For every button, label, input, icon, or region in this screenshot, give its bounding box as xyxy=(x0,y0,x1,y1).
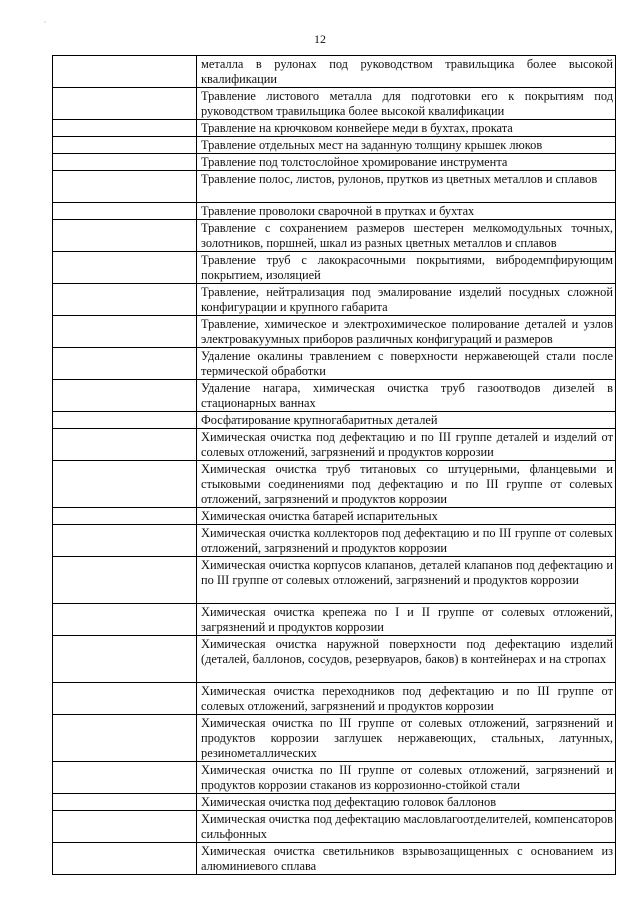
left-cell xyxy=(53,252,197,284)
left-cell xyxy=(53,525,197,557)
table-row xyxy=(53,508,616,525)
left-cell xyxy=(53,171,197,203)
table-row xyxy=(53,412,616,429)
table-row xyxy=(53,220,616,252)
table-row xyxy=(53,380,616,412)
left-cell xyxy=(53,120,197,137)
operation-text: Химическая очистка светильников взрывозащищенных с основанием из алюминиевого сплава xyxy=(201,844,613,873)
table-row xyxy=(53,461,616,508)
table-row xyxy=(53,137,616,154)
table-row xyxy=(53,525,616,557)
operation-text: Удаление окалины травлением с поверхности нержавеющей стали после термической обработки xyxy=(201,349,613,378)
left-cell xyxy=(53,380,197,412)
operation-text: Химическая очистка коллекторов под дефектацию и по III группе от солевых отложений, загрязнений и продуктов коррозии xyxy=(201,526,613,555)
left-cell xyxy=(53,220,197,252)
operation-cell xyxy=(197,508,616,525)
left-cell xyxy=(53,56,197,88)
operations-table xyxy=(52,55,616,875)
operation-cell xyxy=(197,203,616,220)
operation-cell xyxy=(197,88,616,120)
operation-cell xyxy=(197,137,616,154)
table-row xyxy=(53,284,616,316)
operation-cell xyxy=(197,120,616,137)
operation-cell xyxy=(197,557,616,604)
operation-text: Травление отдельных мест на заданную толщину крышек люков xyxy=(201,138,543,152)
left-cell xyxy=(53,154,197,171)
table-row xyxy=(53,171,616,203)
operation-text: Химическая очистка батарей испарительных xyxy=(201,509,438,523)
operation-cell xyxy=(197,843,616,875)
table-row xyxy=(53,794,616,811)
operation-text: Химическая очистка корпусов клапанов, деталей клапанов под дефектацию и по III группе от солевых отложений, загрязнений и продуктов коррозии xyxy=(201,558,613,587)
operation-text: металла в рулонах под руководством травильщика более высокой квалификации xyxy=(201,57,613,86)
operation-text: Химическая очистка по III группе от солевых отложений, загрязнений и продуктов коррозии стаканов из коррозионно-стойкой стали xyxy=(201,763,613,792)
left-cell xyxy=(53,715,197,762)
operation-text: Химическая очистка под дефектацию и по III группе деталей и изделий от солевых отложений, загрязнений и продуктов коррозии xyxy=(201,430,613,459)
left-cell xyxy=(53,508,197,525)
table-row xyxy=(53,316,616,348)
operation-text: Травление полос, листов, рулонов, прутков из цветных металлов и сплавов xyxy=(201,172,598,186)
operation-text: Химическая очистка под дефектацию масловлагоотделителей, компенсаторов сильфонных xyxy=(201,812,613,841)
operation-text: Химическая очистка переходников под дефектацию и по III группе от солевых отложений, загрязнений и продуктов коррозии xyxy=(201,684,613,713)
table-row xyxy=(53,429,616,461)
left-cell xyxy=(53,316,197,348)
corner-mark: · xyxy=(44,20,46,26)
left-cell xyxy=(53,636,197,683)
table-row xyxy=(53,154,616,171)
left-cell xyxy=(53,604,197,636)
operation-cell xyxy=(197,220,616,252)
table-row xyxy=(53,683,616,715)
left-cell xyxy=(53,843,197,875)
left-cell xyxy=(53,203,197,220)
operation-cell xyxy=(197,171,616,203)
operation-text: Травление труб с лакокрасочными покрытиями, вибродемпфирующим покрытием, изоляцией xyxy=(201,253,613,282)
table-row xyxy=(53,348,616,380)
operation-cell xyxy=(197,636,616,683)
operation-cell xyxy=(197,604,616,636)
page-number: 12 xyxy=(314,32,326,46)
operation-cell xyxy=(197,56,616,88)
operation-cell xyxy=(197,794,616,811)
table-row xyxy=(53,120,616,137)
operation-cell xyxy=(197,284,616,316)
operation-cell xyxy=(197,683,616,715)
operation-text: Удаление нагара, химическая очистка труб газоотводов дизелей в стационарных ваннах xyxy=(201,381,613,410)
left-cell xyxy=(53,429,197,461)
operation-text: Химическая очистка наружной поверхности под дефектацию изделий (деталей, баллонов, сосудов, резервуаров, баков) в контейнерах и на стропах xyxy=(201,637,613,666)
table-row xyxy=(53,762,616,794)
operation-text: Травление, нейтрализация под эмалирование изделий посудных сложной конфигурации и крупного габарита xyxy=(201,285,613,314)
operation-cell xyxy=(197,316,616,348)
operation-text: Химическая очистка под дефектацию головок баллонов xyxy=(201,795,497,809)
operation-cell xyxy=(197,348,616,380)
operation-text: Травление листового металла для подготовки его к покрытиям под руководством травильщика более высокой квалификации xyxy=(201,89,613,118)
operation-cell xyxy=(197,252,616,284)
left-cell xyxy=(53,412,197,429)
table-row xyxy=(53,843,616,875)
left-cell xyxy=(53,137,197,154)
operation-cell xyxy=(197,380,616,412)
table-row xyxy=(53,715,616,762)
left-cell xyxy=(53,557,197,604)
table-row xyxy=(53,56,616,88)
operation-text: Травление под толстослойное хромирование инструмента xyxy=(201,155,508,169)
operation-cell xyxy=(197,412,616,429)
left-cell xyxy=(53,348,197,380)
operation-text: Травление, химическое и электрохимическое полирование деталей и узлов электровакуумных приборов различных конфигураций и размеров xyxy=(201,317,613,346)
operation-text: Химическая очистка крепежа по I и II группе от солевых отложений, загрязнений и продуктов коррозии xyxy=(201,605,613,634)
left-cell xyxy=(53,762,197,794)
operation-text: Химическая очистка труб титановых со штуцерными, фланцевыми и стыковыми соединениями под дефектацию и по III группе от солевых отложений, загрязнений и продуктов коррозии xyxy=(201,462,613,506)
table-row xyxy=(53,252,616,284)
operation-text: Травление проволоки сварочной в прутках и бухтах xyxy=(201,204,475,218)
table-row xyxy=(53,636,616,683)
operation-cell xyxy=(197,461,616,508)
left-cell xyxy=(53,461,197,508)
table-row xyxy=(53,811,616,843)
table-row xyxy=(53,557,616,604)
operation-text: Травление с сохранением размеров шестерен мелкомодульных точных, золотников, поршней, шкал из разных цветных металлов и сплавов xyxy=(201,221,613,250)
table-row xyxy=(53,604,616,636)
table-row xyxy=(53,203,616,220)
operation-cell xyxy=(197,715,616,762)
left-cell xyxy=(53,88,197,120)
operation-text: Химическая очистка по III группе от солевых отложений, загрязнений и продуктов коррозии заглушек нержавеющих, стальных, латунных, резинометаллических xyxy=(201,716,613,760)
left-cell xyxy=(53,794,197,811)
operation-cell xyxy=(197,762,616,794)
operation-cell xyxy=(197,525,616,557)
left-cell xyxy=(53,284,197,316)
operation-cell xyxy=(197,429,616,461)
operation-text: Травление на крючковом конвейере меди в бухтах, проката xyxy=(201,121,513,135)
left-cell xyxy=(53,811,197,843)
operation-text: Фосфатирование крупногабаритных деталей xyxy=(201,413,438,427)
operation-cell xyxy=(197,811,616,843)
operation-cell xyxy=(197,154,616,171)
table-row xyxy=(53,88,616,120)
left-cell xyxy=(53,683,197,715)
